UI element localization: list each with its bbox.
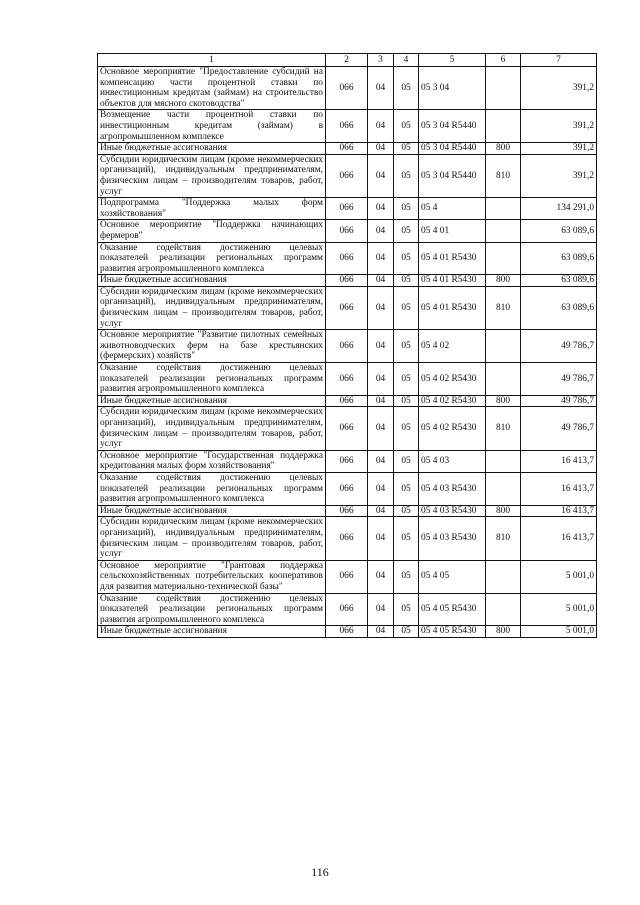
- row-target-article-cell: 05 4 05 R5430: [419, 593, 486, 626]
- row-section-cell: 04: [368, 242, 394, 275]
- row-expense-type-cell: 800: [486, 626, 521, 638]
- row-amount-cell: 16 413,7: [521, 472, 597, 505]
- row-target-article-cell: 05 4 02 R5430: [419, 407, 486, 450]
- row-section-cell: 04: [368, 154, 394, 197]
- row-section-cell: 04: [368, 275, 394, 287]
- row-grbs-cell: 066: [326, 110, 368, 143]
- row-name-cell: Субсидии юридическим лицам (кроме некоммерческих организаций), индивидуальным предпринимателям, физическим лицам – производителям товаров, работ, услуг: [98, 517, 326, 560]
- row-expense-type-cell: [486, 472, 521, 505]
- row-section-cell: 04: [368, 67, 394, 110]
- row-grbs-cell: 066: [326, 560, 368, 593]
- row-grbs-cell: 066: [326, 330, 368, 363]
- row-expense-type-cell: [486, 220, 521, 242]
- row-name-cell: Иные бюджетные ассигнования: [98, 505, 326, 517]
- row-name-cell: Оказание содействия достижению целевых показателей реализации региональных программ развития агропромышленного комплекса: [98, 242, 326, 275]
- row-target-article-cell: 05 4 01: [419, 220, 486, 242]
- row-expense-type-cell: 800: [486, 505, 521, 517]
- row-section-cell: 04: [368, 220, 394, 242]
- row-grbs-cell: 066: [326, 472, 368, 505]
- row-subsection-cell: 05: [394, 286, 419, 329]
- row-target-article-cell: 05 4 01 R5430: [419, 242, 486, 275]
- row-subsection-cell: 05: [394, 330, 419, 363]
- row-name-cell: Иные бюджетные ассигнования: [98, 275, 326, 287]
- row-target-article-cell: 05 3 04 R5440: [419, 110, 486, 143]
- row-name-cell: Основное мероприятие "Поддержка начинающих фермеров": [98, 220, 326, 242]
- row-amount-cell: 63 089,6: [521, 242, 597, 275]
- table-row: [98, 154, 597, 197]
- row-target-article-cell: 05 4 05 R5430: [419, 626, 486, 638]
- row-amount-cell: 5 001,0: [521, 593, 597, 626]
- row-section-cell: 04: [368, 505, 394, 517]
- row-name-cell: Субсидии юридическим лицам (кроме некоммерческих организаций), индивидуальным предпринимателям, физическим лицам – производителям товаров, работ, услуг: [98, 154, 326, 197]
- table-row: [98, 143, 597, 155]
- row-subsection-cell: 05: [394, 395, 419, 407]
- row-name-cell: Основное мероприятие "Грантовая поддержка сельскохозяйственных потребительских кооперативов для развития материально-технической базы": [98, 560, 326, 593]
- row-amount-cell: 49 786,7: [521, 407, 597, 450]
- row-amount-cell: 391,2: [521, 143, 597, 155]
- row-amount-cell: 49 786,7: [521, 363, 597, 396]
- table-row: [98, 275, 597, 287]
- header-col-6: 6: [486, 54, 521, 67]
- table-row: [98, 593, 597, 626]
- row-section-cell: 04: [368, 363, 394, 396]
- table-header: [98, 54, 597, 67]
- row-amount-cell: 63 089,6: [521, 220, 597, 242]
- row-name-cell: Возмещение части процентной ставки по инвестиционным кредитам (займам) в агропромышленном комплексе: [98, 110, 326, 143]
- row-subsection-cell: 05: [394, 407, 419, 450]
- header-col-2: 2: [326, 54, 368, 67]
- header-row: [98, 54, 597, 67]
- row-expense-type-cell: 810: [486, 154, 521, 197]
- row-section-cell: 04: [368, 143, 394, 155]
- row-grbs-cell: 066: [326, 407, 368, 450]
- row-subsection-cell: 05: [394, 517, 419, 560]
- row-subsection-cell: 05: [394, 472, 419, 505]
- row-subsection-cell: 05: [394, 593, 419, 626]
- row-name-cell: Оказание содействия достижению целевых показателей реализации региональных программ развития агропромышленного комплекса: [98, 593, 326, 626]
- row-expense-type-cell: [486, 110, 521, 143]
- row-grbs-cell: 066: [326, 363, 368, 396]
- row-expense-type-cell: [486, 363, 521, 396]
- row-subsection-cell: 05: [394, 560, 419, 593]
- header-col-1: 1: [98, 54, 326, 67]
- row-amount-cell: 5 001,0: [521, 626, 597, 638]
- row-section-cell: 04: [368, 286, 394, 329]
- row-grbs-cell: 066: [326, 275, 368, 287]
- row-name-cell: Иные бюджетные ассигнования: [98, 626, 326, 638]
- row-amount-cell: 63 089,6: [521, 275, 597, 287]
- row-section-cell: 04: [368, 110, 394, 143]
- row-expense-type-cell: [486, 450, 521, 472]
- row-section-cell: 04: [368, 472, 394, 505]
- row-amount-cell: 391,2: [521, 110, 597, 143]
- row-expense-type-cell: [486, 330, 521, 363]
- row-amount-cell: 391,2: [521, 154, 597, 197]
- row-section-cell: 04: [368, 395, 394, 407]
- table-row: [98, 67, 597, 110]
- row-amount-cell: 49 786,7: [521, 330, 597, 363]
- row-target-article-cell: 05 3 04 R5440: [419, 154, 486, 197]
- budget-table: [97, 53, 597, 638]
- table-row: [98, 472, 597, 505]
- row-subsection-cell: 05: [394, 220, 419, 242]
- row-amount-cell: 16 413,7: [521, 450, 597, 472]
- row-subsection-cell: 05: [394, 242, 419, 275]
- row-expense-type-cell: [486, 560, 521, 593]
- row-subsection-cell: 05: [394, 110, 419, 143]
- table-row: [98, 517, 597, 560]
- table-row: [98, 407, 597, 450]
- row-target-article-cell: 05 4: [419, 198, 486, 220]
- header-col-3: 3: [368, 54, 394, 67]
- header-col-4: 4: [394, 54, 419, 67]
- row-section-cell: 04: [368, 593, 394, 626]
- row-grbs-cell: 066: [326, 450, 368, 472]
- row-section-cell: 04: [368, 450, 394, 472]
- row-name-cell: Основное мероприятие "Предоставление субсидий на компенсацию части процентной ставки по инвестиционным кредитам (займам) на строительство объектов для мясного скотоводства": [98, 67, 326, 110]
- row-subsection-cell: 05: [394, 67, 419, 110]
- row-section-cell: 04: [368, 626, 394, 638]
- row-section-cell: 04: [368, 198, 394, 220]
- table-row: [98, 363, 597, 396]
- row-expense-type-cell: 810: [486, 517, 521, 560]
- row-expense-type-cell: 800: [486, 275, 521, 287]
- row-name-cell: Субсидии юридическим лицам (кроме некоммерческих организаций), индивидуальным предпринимателям, физическим лицам – производителям товаров, работ, услуг: [98, 407, 326, 450]
- row-expense-type-cell: [486, 242, 521, 275]
- row-grbs-cell: 066: [326, 198, 368, 220]
- row-expense-type-cell: 800: [486, 143, 521, 155]
- row-grbs-cell: 066: [326, 626, 368, 638]
- row-target-article-cell: 05 3 04 R5440: [419, 143, 486, 155]
- table-row: [98, 110, 597, 143]
- row-grbs-cell: 066: [326, 593, 368, 626]
- row-target-article-cell: 05 4 05: [419, 560, 486, 593]
- table-row: [98, 450, 597, 472]
- row-target-article-cell: 05 4 03 R5430: [419, 505, 486, 517]
- table-row: [98, 330, 597, 363]
- row-target-article-cell: 05 4 03 R5430: [419, 472, 486, 505]
- row-expense-type-cell: [486, 198, 521, 220]
- table-row: [98, 220, 597, 242]
- row-amount-cell: 63 089,6: [521, 286, 597, 329]
- row-subsection-cell: 05: [394, 143, 419, 155]
- header-col-7: 7: [521, 54, 597, 67]
- row-target-article-cell: 05 4 02 R5430: [419, 363, 486, 396]
- row-section-cell: 04: [368, 407, 394, 450]
- row-subsection-cell: 05: [394, 626, 419, 638]
- row-expense-type-cell: 810: [486, 407, 521, 450]
- row-amount-cell: 391,2: [521, 67, 597, 110]
- header-col-5: 5: [419, 54, 486, 67]
- row-subsection-cell: 05: [394, 154, 419, 197]
- row-amount-cell: 16 413,7: [521, 505, 597, 517]
- row-amount-cell: 49 786,7: [521, 395, 597, 407]
- row-name-cell: Оказание содействия достижению целевых показателей реализации региональных программ развития агропромышленного комплекса: [98, 363, 326, 396]
- row-target-article-cell: 05 4 01 R5430: [419, 286, 486, 329]
- row-expense-type-cell: [486, 593, 521, 626]
- row-subsection-cell: 05: [394, 450, 419, 472]
- row-subsection-cell: 05: [394, 275, 419, 287]
- row-subsection-cell: 05: [394, 198, 419, 220]
- row-grbs-cell: 066: [326, 286, 368, 329]
- row-name-cell: Основное мероприятие "Государственная поддержка кредитования малых форм хозяйствования": [98, 450, 326, 472]
- row-target-article-cell: 05 4 03: [419, 450, 486, 472]
- row-expense-type-cell: [486, 67, 521, 110]
- row-expense-type-cell: 810: [486, 286, 521, 329]
- row-grbs-cell: 066: [326, 242, 368, 275]
- row-section-cell: 04: [368, 517, 394, 560]
- row-target-article-cell: 05 4 02: [419, 330, 486, 363]
- row-target-article-cell: 05 4 01 R5430: [419, 275, 486, 287]
- table-row: [98, 560, 597, 593]
- row-grbs-cell: 066: [326, 220, 368, 242]
- table-row: [98, 286, 597, 329]
- row-grbs-cell: 066: [326, 67, 368, 110]
- row-amount-cell: 134 291,0: [521, 198, 597, 220]
- row-target-article-cell: 05 4 03 R5430: [419, 517, 486, 560]
- row-target-article-cell: 05 3 04: [419, 67, 486, 110]
- row-name-cell: Субсидии юридическим лицам (кроме некоммерческих организаций), индивидуальным предпринимателям, физическим лицам – производителям товаров, работ, услуг: [98, 286, 326, 329]
- table-row: [98, 505, 597, 517]
- table-row: [98, 395, 597, 407]
- row-expense-type-cell: 800: [486, 395, 521, 407]
- row-subsection-cell: 05: [394, 363, 419, 396]
- table-row: [98, 198, 597, 220]
- page-number: 116: [311, 865, 329, 879]
- row-target-article-cell: 05 4 02 R5430: [419, 395, 486, 407]
- row-grbs-cell: 066: [326, 143, 368, 155]
- table-row: [98, 626, 597, 638]
- row-name-cell: Оказание содействия достижению целевых показателей реализации региональных программ развития агропромышленного комплекса: [98, 472, 326, 505]
- row-name-cell: Иные бюджетные ассигнования: [98, 395, 326, 407]
- row-name-cell: Подпрограмма "Поддержка малых форм хозяйствования": [98, 198, 326, 220]
- table-row: [98, 242, 597, 275]
- row-grbs-cell: 066: [326, 505, 368, 517]
- row-grbs-cell: 066: [326, 154, 368, 197]
- row-subsection-cell: 05: [394, 505, 419, 517]
- row-section-cell: 04: [368, 560, 394, 593]
- row-grbs-cell: 066: [326, 395, 368, 407]
- row-amount-cell: 16 413,7: [521, 517, 597, 560]
- row-name-cell: Иные бюджетные ассигнования: [98, 143, 326, 155]
- row-amount-cell: 5 001,0: [521, 560, 597, 593]
- row-grbs-cell: 066: [326, 517, 368, 560]
- row-section-cell: 04: [368, 330, 394, 363]
- budget-table-sheet: [97, 53, 596, 638]
- row-name-cell: Основное мероприятие "Развитие пилотных семейных животноводческих ферм на базе крестьянских (фермерских) хозяйств": [98, 330, 326, 363]
- table-body: [98, 67, 597, 638]
